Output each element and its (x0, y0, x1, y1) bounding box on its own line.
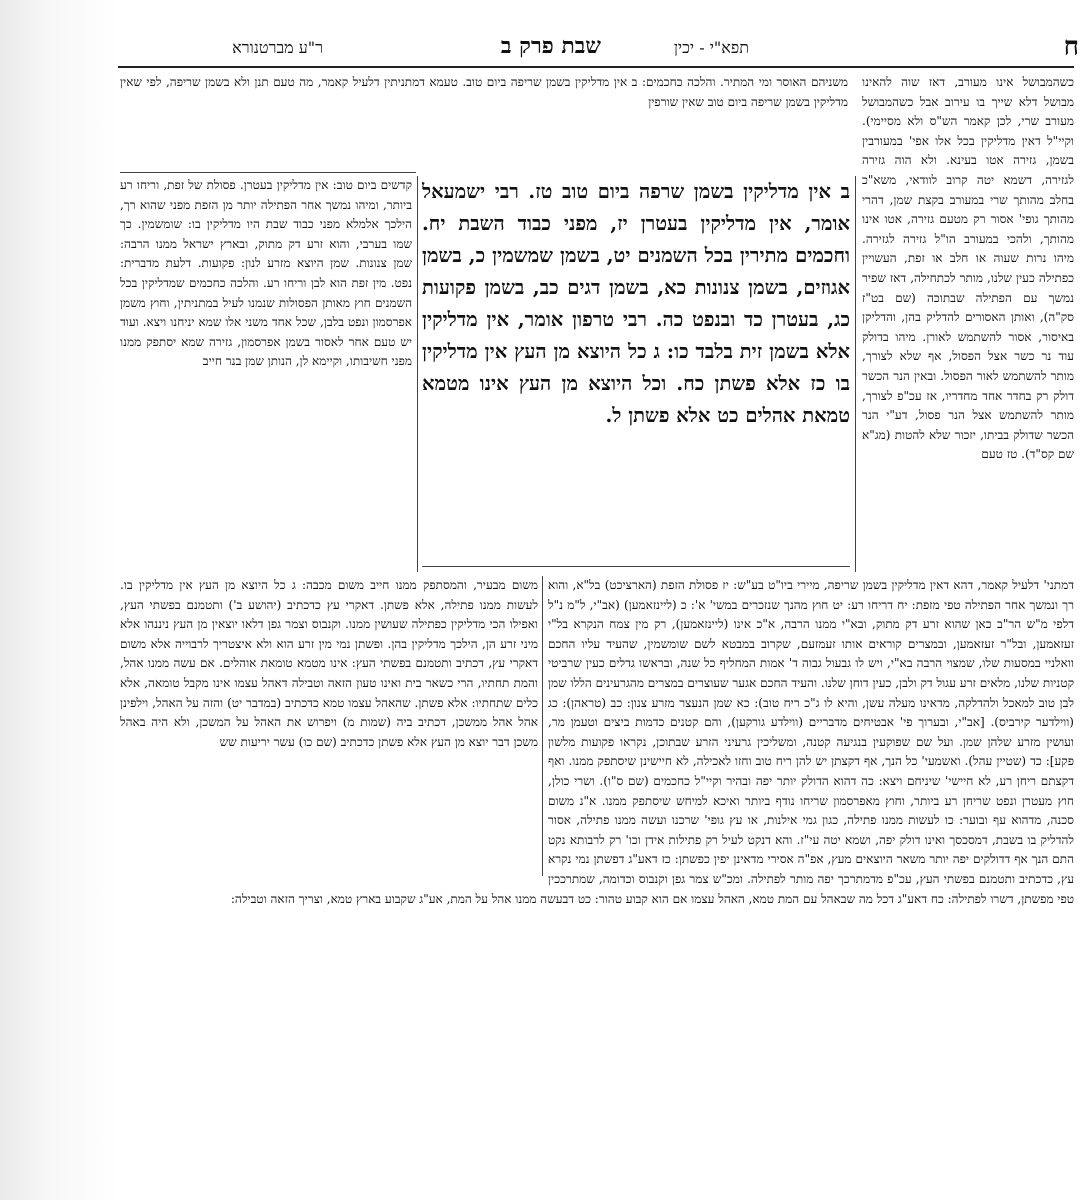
bartenura-column-text: קדשים ביום טוב: אין מדליקין בעטרן. פסולת של זפת, וריחו רע ביותר, ומיהו נמשך אחר הפתילה יותר מן הזפת מפני שהוא רך, הילכך אלמלא מפני כבוד שבת היו מדליקין בו: שומשמין. כך שמו בערבי, והוא זרע דק מתוק, ובארץ ישראל ממנו הרבה: שמן צנונות. שמן היוצא מזרע לנון: פקועות. דלעת מדברית: נפט. מין זפת הוא לבן וריחו רע. והלכה כחכמים שמדליקין בכל השמנים חוץ מאותן הפסולות שנמנו לעיל במתניתין, וחוץ משמן אפרסמון ונפט בלבן, שכל אחד משני אלו שמא יניחנו ויצא. ועוד יש טעם אחר לאסור בשמן אפרסמון, גזירה שמא יסתפק ממנו מפני חשיבותו, וקיימא לן, הנותן שמן בנר חייב (120, 178, 412, 369)
bartenura-top-text: משניהם האוסר ומי המתיר. והלכה כחכמים: ב אין מדליקין בשמן שריפה ביום טוב. טעמא דמתניתין דלעיל קאמר, מה טעם תנן ולא בשמן שריפה, לפי שאין מדליקין בשמן שריפה ביום טוב שאין שורפין (120, 75, 848, 109)
header-left-title: ר"ע מברטנורא (232, 38, 323, 57)
bartenura-column (120, 176, 412, 572)
column-divider-right (855, 176, 856, 572)
bartenura-float-space (120, 576, 548, 878)
column-divider-left (417, 176, 418, 572)
page-letter: ח (1063, 32, 1079, 62)
header-center-title: שבת פרק ב (500, 33, 601, 59)
bartenura-bottom-text: משום מבעיר, והמסתפק ממנו חייב משום מכבה: ג כל היוצא מן העץ אין מדליקין בו. לעשות ממנו פתילה, אלא פשתן. דאקרי עץ כדכתיב (יהושע ב') ותטמנם בפשתי העץ, ואפילו הכי מדליקין כפתילה שעושין ממנו. וקנבוס וצמר גפן דלאו יוצאין מן העץ ניננהו אלא מיני זרע הן, הילכך מדליקין בהן. ופשתן נמי מין זרע הוא ולא איצטריך לרבוייה אלא משום דאקרי עץ, דכתיב ותטמנם בפשתי העץ: אינו מטמא טומאת אוהלים. אם עשה ממנו אהל, והמת תחתיו, הרי כשאר בית ואינו טעון הזאה וטבילה דאהל עצמו אינו מקבל טומאה, אלא כלים שתחתיו: אלא פשתן. שהאהל עצמו טמא כדכתיב (במדבר יט) והזה על האהל, וילפינן אהל אהל ממשכן, דכתיב ביה (שמות מ) ויפרוש את האהל על המשכן, ולא היה באהל משכן דבר יוצא מן העץ אלא פשתן כדכתיב (שם כו) עשר יריעות שש (120, 578, 538, 749)
yachin-commentary-text: כשהמבושל אינו מעורב, דאז שוה להאינו מבושל דלא שייך בו עירוב אבל כשהמבושל מעורב שרי, לכן קאמר הש"ס ולא מסיימי). וקיי"ל דאין מדליקין בכל אלו אפי' במעורבין בשמן, גזירה אטו בעינא. ולא הוה גזירה לגזירה, דשמא יטה קרוב לוודאי, משא"כ בחלב מהותך שרי במעורב בקצת שמן, דהרי מהותך גופי' אסור רק מטעם גזירה, אטו אינו מהותך, ולהכי במעורב הו"ל גזירה לגזירה. מיהו נרות שעוה או חלב או זפת, העשויין כפתילה כעין שלנו, מותר לכתחילה, דאז שפיר נמשך עם הפתילה שבתוכה (שם בט"ז סק"ה), ואותן האסורים להדליק בהן, והדליקן באיסור, אסור להשתמש לאורן. מיהו בדולק עוד נר כשר אצל הפסול, אף שלא לצורך, מותר להשתמש לאור הפסול. ובאין הנר הכשר דולק רק בחדר אחד מחדריו, אז עכ"פ לצורך, מותר להשתמש אצל הנר פסול, דע"י הנר הכשר שדולק בביתו, יזכור שלא להטות (מג"א שם קס"ד). טז טעם (862, 75, 1074, 462)
yachin-full-block (120, 576, 1074, 1116)
binding-shadow (0, 0, 118, 1200)
bartenura-top-block (120, 73, 848, 171)
mishnah-column (422, 176, 850, 556)
yachin-commentary-column (862, 73, 1074, 573)
mishnah-text: ב אין מדליקין בשמן שרפה ביום טוב טז. רבי ישמעאל אומר, אין מדליקין בעטרן יז, מפני כבוד השבת יח. וחכמים מתירין בכל השמנים יט, בשמן שמשמין כ, בשמן אגוזים, בשמן צנונות כא, בשמן דגים כב, בשמן פקועות כג, בעטרן כד ובנפט כה. רבי טרפון אומר, אין מדליקין אלא בשמן זית בלבד כו: ג כל היוצא מן העץ אין מדליקין בו כז אלא פשתן כח. וכל היוצא מן העץ אינו מטמא טמאת אהלים כט אלא פשתן ל. (422, 180, 850, 427)
mishnah-bottom-divider (422, 566, 850, 567)
yachin-full-text: דמתני' דלעיל קאמר, דהא דאין מדליקין בשמן שריפה, מיירי ביו"ט בע"ש: יז פסולת הזפת (הארציכט) בל"א, והוא רך ונמשך אחר הפתילה טפי מזפת: יח דריחו רע: יט חוץ מהנך שנזכרים במשי' א': כ (ליינזאמען) (אב"י, ל"מ נ"ל דלפי מ"ש הר"ב כאן שהוא זרע דק מתוק, ובא"י ממנו הרבה, א"כ אינו (ליינזאמען), רק מין צמח הנקרא בל"י זעזאמען, ובל"ר זעזאמען, ובמצרים קוראים אותו זעמזעם, שקרוב במבטא לשם שומשמין, שהעיד עליו החכם וואלניי במסעות שלו, שמצוי הרבה בא"י, ויש לו גבעול גבוה ד' אמות המחליף כל שנה, ובראשו גדלים כעין שרביטי קטניות שלנו, מלאים זרע עגול דק ולבן, כעין דוחן שלנו. והעיד החכם אגער שעוצרים במצרים מהגרעינים הללו שמן לבן טוב למאכל ולהדלקה, מדאינו מעלה עשן, והיא לו ג"כ ריח טוב): כא שמן הנעצר מזרע צנון: כב (טראהן): כג (ווילדער קירביס). [אב"י, ובערוך פי' אבטיחים מדבריים (ווילדע גורקען), והם קטנים כדמות ביצים וטעמן מר, ועושין מזרע שלהן שמן. ועל שם שפוקעין בנגיעה קטנה, ומשליכין גרעיני הזרע שבתוכן, נקראו פקועות מלשון פקע]: כד (שטיין עהל). ואשמעי' כל הנך, אף דקצתן יש להן ריח טוב וחזו לאכילה, לא חיישינן שיסתפק ממנו. ואף דקצתם ריחן רע, לא חיישי' שיניחם ויצא: כה דהוא הדולק יותר יפה ובהיר וקיי"ל כחכמים (שם ס"ו). ושרי כולן, חוץ מעטרן ונפט שריחן רע ביותר, וחוץ מאפרסמון שריחו נודף ביותר ואיכא למיחש שיסתפק ממנו. א"נ משום סכנה, מדהוא עף ובוער: כו לעשות ממנו פתילה, כגון גמי אילנות, או עץ גופי' שרכנו ועשה ממנו פתילה, אסור להדליק בו בשבת, דמסכסך ואינו דולק יפה, ושמא יטה עי"ז. והא דנקט לעיל רק פתילות אידן וכו' רק לרבותא נקט התם הנך אף דדולקים יפה יותר משאר היוצאים מעץ, אפ"ה אסירי מדאינן יפין כפשתן: כז דאע"ג דפשתן נמי נקרא עץ, כדכתיב ותטמנם בפשתי העץ, עכ"פ מדמתרכך יפה מותר לפתילה. ומכ"ש צמר גפן וקנבוס וכדומה, שמתרככין טפי מפשתן, דשרו לפתילה: כח דאע"ג דכל מה שבאהל עם המת טמא, האהל עצמו אם הוא קבוע טהור: כט דבעשה ממנו אהל על המת, אע"ג שקבוע בארץ טמא, וצריך הזאה וטבילה: (230, 578, 1074, 906)
header-right-title: תפא"י - יכין (673, 38, 749, 57)
header-rule (118, 66, 1074, 68)
bartenura-top-divider (120, 172, 416, 173)
